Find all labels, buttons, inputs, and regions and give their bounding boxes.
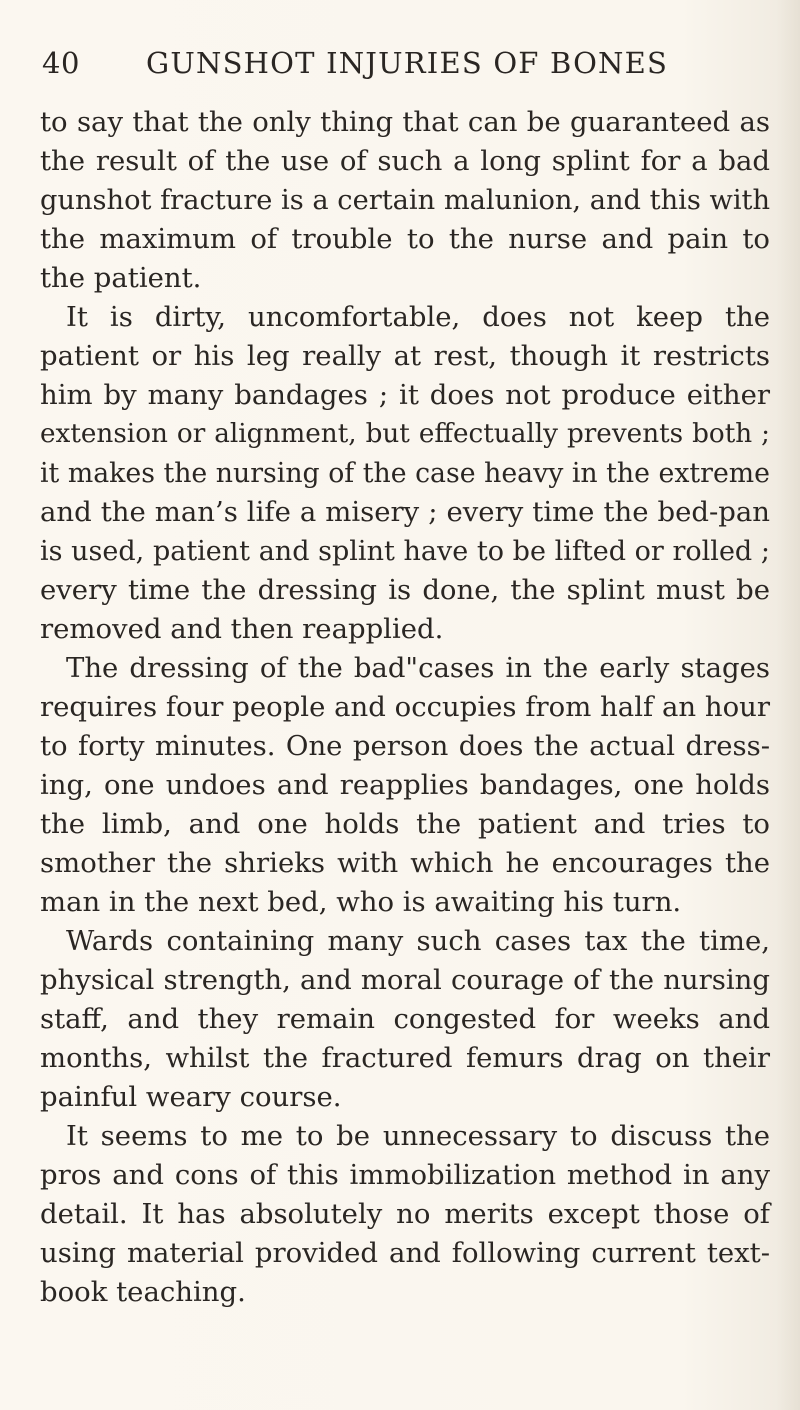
text-line: the maximum of trouble to the nurse and pain to bbox=[40, 223, 770, 255]
text-line: requires four people and occupies from half an hour bbox=[40, 691, 770, 723]
text-line: man in the next bed, who is awaiting his turn. bbox=[40, 886, 682, 918]
text-line: The dressing of the bad"cases in the early stages bbox=[66, 652, 770, 684]
text-line: the limb, and one holds the patient and tries to bbox=[40, 808, 770, 840]
text-line: pros and cons of this immobilization method in any bbox=[40, 1159, 770, 1191]
text-line: the result of the use of such a long splint for a bad bbox=[40, 145, 770, 177]
text-line: extension or alignment, but effectually prevents both ; bbox=[40, 419, 770, 449]
text-line: is used, patient and splint have to be lifted or rolled ; bbox=[40, 536, 770, 567]
body-text bbox=[40, 103, 770, 1312]
text-line: physical strength, and moral courage of the nursing bbox=[40, 964, 770, 996]
text-line: it makes the nursing of the case heavy in the extreme bbox=[40, 458, 770, 489]
running-head: GUNSHOT INJURIES OF BONES bbox=[146, 46, 669, 80]
text-line: him by many bandages ; it does not produce either bbox=[40, 379, 770, 411]
text-line: removed and then reapplied. bbox=[40, 613, 444, 645]
text-line: every time the dressing is done, the splint must be bbox=[40, 574, 770, 606]
text-line: gunshot fracture is a certain malunion, and this with bbox=[40, 185, 771, 216]
text-line: months, whilst the fractured femurs drag on their bbox=[40, 1042, 770, 1074]
text-line: to say that the only thing that can be guaranteed as bbox=[40, 106, 770, 138]
text-line: It seems to me to be unnecessary to discuss the bbox=[66, 1120, 770, 1152]
text-line: detail. It has absolutely no merits except those of bbox=[40, 1198, 770, 1230]
text-line: Wards containing many such cases tax the time, bbox=[66, 925, 770, 957]
page-header bbox=[42, 38, 682, 88]
text-line: smother the shrieks with which he encourages the bbox=[40, 847, 770, 879]
text-line: It is dirty, uncomfortable, does not keep the bbox=[66, 301, 770, 333]
text-line: and the man’s life a misery ; every time the bed-pan bbox=[40, 496, 770, 528]
text-line: painful weary course. bbox=[40, 1081, 342, 1113]
text-line: the patient. bbox=[40, 262, 202, 294]
text-line: to forty minutes. One person does the actual dress- bbox=[40, 730, 770, 762]
text-line: book teaching. bbox=[40, 1276, 246, 1308]
text-line: patient or his leg really at rest, though it restricts bbox=[40, 340, 770, 372]
page-number: 40 bbox=[42, 46, 80, 80]
text-line: ing, one undoes and reapplies bandages, one holds bbox=[40, 769, 770, 801]
text-line: staff, and they remain congested for weeks and bbox=[40, 1003, 770, 1035]
text-line: using material provided and following current text- bbox=[40, 1237, 770, 1269]
